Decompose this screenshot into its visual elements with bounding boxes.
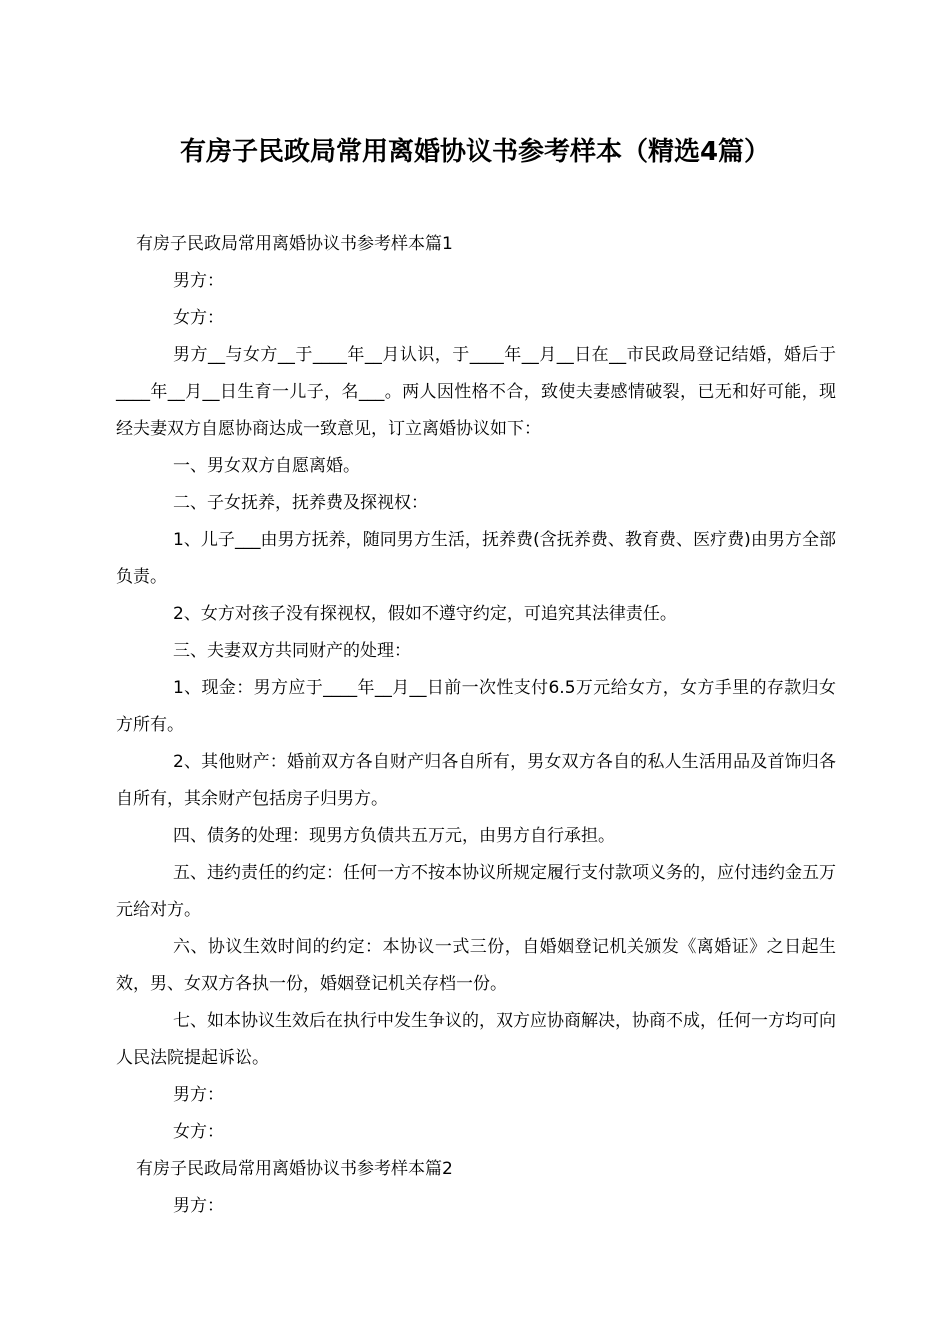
clause-7: 七、如本协议生效后在执行中发生争议的，双方应协商解决，协商不成，任何一方均可向人民法院提起诉讼。 — [116, 1011, 836, 1068]
clause-3-item-1: 1、现金：男方应于____年__月__日前一次性支付6.5万元给女方，女方手里的存款归女方所有。 — [116, 678, 836, 735]
section-heading-2: 有房子民政局常用离婚协议书参考样本篇2 — [136, 1159, 453, 1179]
clause-2-heading: 二、子女抚养，抚养费及探视权： — [173, 493, 428, 513]
signature-label-female: 女方： — [173, 1122, 224, 1142]
clause-3-item-2: 2、其他财产：婚前双方各自财产归各自所有，男女双方各自的私人生活用品及首饰归各自所有，其余财产包括房子归男方。 — [116, 752, 836, 809]
clause-3-heading: 三、夫妻双方共同财产的处理： — [173, 641, 411, 661]
document-body — [116, 226, 836, 1225]
intro-paragraph: 男方__与女方__于____年__月认识，于____年__月__日在__市民政局登记结婚，婚后于____年__月__日生育一儿子，名___。两人因性格不合，致使夫妻感情破裂，已无和好可能，现经夫妻双方自愿协商达成一致意见，订立离婚协议如下： — [116, 345, 836, 439]
clause-6: 六、协议生效时间的约定：本协议一式三份，自婚姻登记机关颁发《离婚证》之日起生效，男、女双方各执一份，婚姻登记机关存档一份。 — [116, 937, 836, 994]
clause-2-item-1: 1、儿子___由男方抚养，随同男方生活，抚养费(含抚养费、教育费、医疗费)由男方全部负责。 — [116, 530, 836, 587]
clause-4: 四、债务的处理：现男方负债共五万元，由男方自行承担。 — [173, 826, 615, 846]
clause-2-item-2: 2、女方对孩子没有探视权，假如不遵守约定，可追究其法律责任。 — [173, 604, 677, 624]
document-title: 有房子民政局常用离婚协议书参考样本（精选4篇） — [179, 137, 771, 167]
section-heading-1: 有房子民政局常用离婚协议书参考样本篇1 — [136, 234, 453, 254]
party-label-female: 女方： — [173, 308, 224, 328]
party-label-male: 男方： — [173, 271, 224, 291]
signature-label-male: 男方： — [173, 1085, 224, 1105]
party-label-male-2: 男方： — [173, 1196, 224, 1216]
clause-1: 一、男女双方自愿离婚。 — [173, 456, 360, 476]
clause-5: 五、违约责任的约定：任何一方不按本协议所规定履行支付款项义务的，应付违约金五万元给对方。 — [116, 863, 836, 920]
